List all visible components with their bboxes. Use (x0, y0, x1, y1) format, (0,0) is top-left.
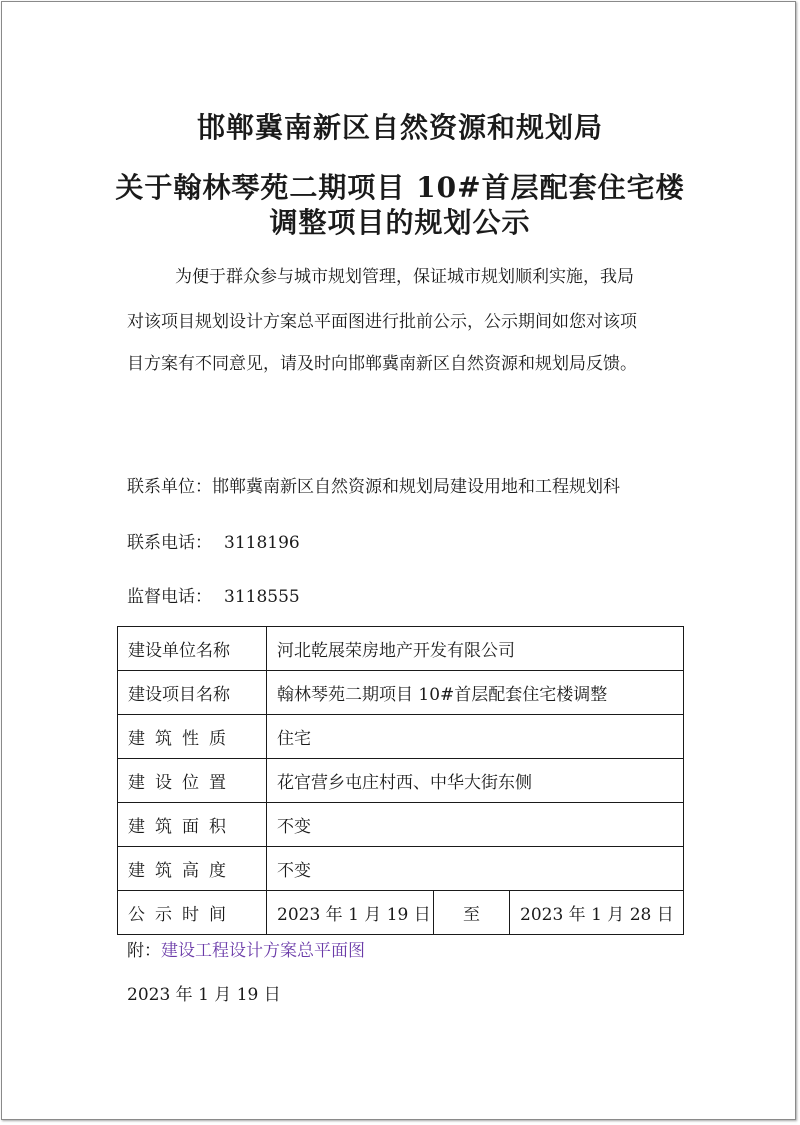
contact-unit-value: 邯郸冀南新区自然资源和规划局建设用地和工程规划科 (212, 477, 620, 497)
table-row (118, 759, 684, 803)
attachment-link[interactable]: 建设工程设计方案总平面图 (161, 941, 365, 961)
table-row (118, 627, 684, 671)
table-row-period (118, 891, 684, 935)
attachment (127, 936, 365, 961)
supervise-phone-value: 3118555 (224, 587, 300, 607)
period-end: 2023 年 1 月 28 日 (510, 891, 684, 935)
project-info-table (117, 626, 684, 935)
row-label: 建设位置 (118, 759, 267, 803)
contact-phone-label: 联系电话： (127, 533, 212, 553)
issuer-title: 邯郸冀南新区自然资源和规划局 (196, 111, 603, 144)
contact-phone-value: 3118196 (224, 533, 300, 553)
table-row (118, 803, 684, 847)
row-label: 建设单位名称 (118, 627, 267, 671)
notice-title-line-1: 关于翰林琴苑二期项目 10#首层配套住宅楼 (115, 171, 685, 204)
row-value: 河北乾展荣房地产开发有限公司 (267, 627, 684, 671)
intro-line-1: 为便于群众参与城市规划管理，保证城市规划顺利实施，我局 (175, 267, 634, 287)
row-label: 建设项目名称 (118, 671, 267, 715)
contact-unit-label: 联系单位： (127, 477, 212, 497)
row-value: 翰林琴苑二期项目 10#首层配套住宅楼调整 (267, 671, 684, 715)
supervise-phone (127, 582, 300, 607)
period-to: 至 (434, 891, 510, 935)
sign-date: 2023 年 1 月 19 日 (127, 985, 281, 1005)
intro-line-3: 目方案有不同意见，请及时向邯郸冀南新区自然资源和规划局反馈。 (127, 354, 637, 374)
table-row (118, 715, 684, 759)
contact-phone (127, 528, 300, 553)
supervise-phone-label: 监督电话： (127, 587, 212, 607)
period-label: 公示时间 (118, 891, 267, 935)
row-label: 建筑高度 (118, 847, 267, 891)
row-label: 建筑面积 (118, 803, 267, 847)
period-start: 2023 年 1 月 19 日 (267, 891, 434, 935)
intro-line-2: 对该项目规划设计方案总平面图进行批前公示，公示期间如您对该项 (127, 312, 637, 332)
row-value: 不变 (267, 803, 684, 847)
row-value: 花官营乡屯庄村西、中华大街东侧 (267, 759, 684, 803)
notice-title-line-2: 调整项目的规划公示 (269, 206, 531, 239)
table-row (118, 847, 684, 891)
row-value: 住宅 (267, 715, 684, 759)
table-row (118, 671, 684, 715)
row-value: 不变 (267, 847, 684, 891)
attachment-prefix: 附： (127, 941, 161, 961)
row-label: 建筑性质 (118, 715, 267, 759)
contact-unit (127, 472, 620, 497)
